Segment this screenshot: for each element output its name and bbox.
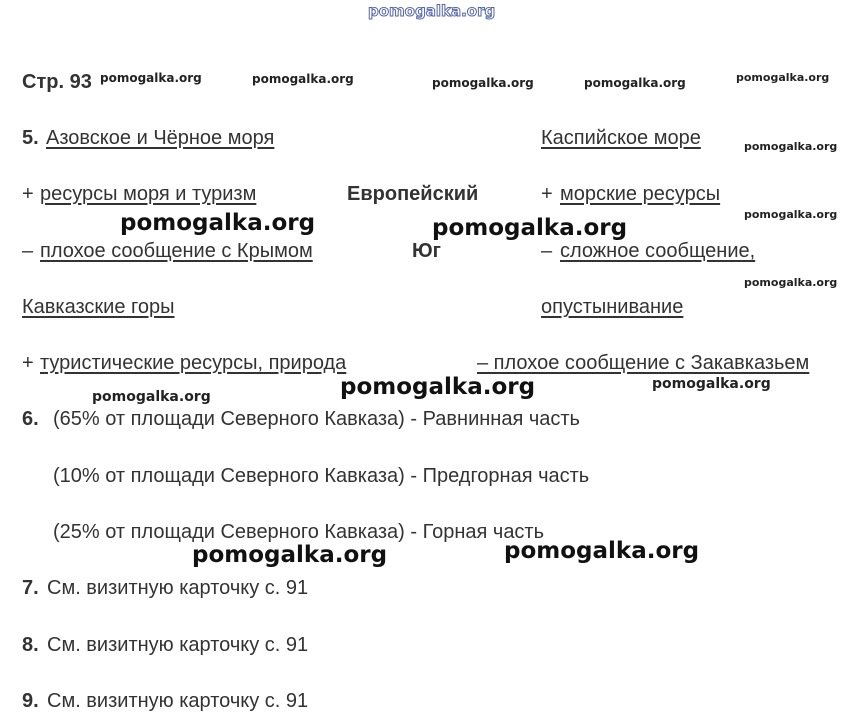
q7-number: 7.	[22, 577, 39, 599]
watermark-small: pomogalka.org	[744, 208, 838, 221]
watermark-large: pomogalka.org	[120, 210, 316, 236]
q5-center-label-1: Европейский	[347, 183, 479, 205]
q5-caspian-minus-text-1: сложное сообщение,	[560, 240, 756, 262]
q6-line-plains: (65% от площади Северного Кавказа) - Равнинная часть	[53, 408, 580, 430]
q5-azov-heading: Азовское и Чёрное моря	[46, 127, 275, 149]
q5-caucasus-heading: Кавказские горы	[22, 296, 175, 318]
q5-caucasus-minus-text: – плохое сообщение с Закавказьем	[477, 352, 810, 374]
q7-text: См. визитную карточку с. 91	[47, 577, 309, 599]
q5-caspian-minus-text-2: опустынивание	[541, 296, 684, 318]
q5-azov-plus-text: ресурсы моря и туризм	[40, 183, 257, 205]
watermark-large: pomogalka.org	[504, 538, 700, 564]
q5-azov-plus-sign: +	[22, 183, 34, 205]
q6-number: 6.	[22, 408, 39, 430]
q9-number: 9.	[22, 690, 39, 712]
watermark-top: pomogalka.org	[368, 2, 496, 20]
q5-caspian-heading: Каспийское море	[541, 127, 701, 149]
q8-number: 8.	[22, 634, 39, 656]
q9-text: См. визитную карточку с. 91	[47, 690, 309, 712]
q8-text: См. визитную карточку с. 91	[47, 634, 309, 656]
q5-azov-minus-sign: –	[22, 240, 34, 262]
watermark-small: pomogalka.org	[432, 76, 534, 90]
q5-caspian-plus-text: морские ресурсы	[560, 183, 721, 205]
q5-caspian-minus-sign: –	[541, 240, 553, 262]
watermark-small: pomogalka.org	[736, 71, 830, 84]
watermark-small: pomogalka.org	[100, 71, 202, 85]
watermark-small: pomogalka.org	[744, 140, 838, 153]
q5-caucasus-plus-text: туристические ресурсы, природа	[40, 352, 347, 374]
watermark-large: pomogalka.org	[340, 374, 536, 400]
q5-number: 5.	[22, 127, 39, 149]
q6-line-foothills: (10% от площади Северного Кавказа) - Предгорная часть	[53, 465, 590, 487]
watermark-small: pomogalka.org	[652, 376, 771, 392]
q5-azov-minus-text: плохое сообщение с Крымом	[40, 240, 313, 262]
watermark-small: pomogalka.org	[252, 72, 354, 86]
q5-center-label-2: Юг	[412, 240, 441, 262]
q5-caspian-plus-sign: +	[541, 183, 553, 205]
q5-caucasus-plus-sign: +	[22, 352, 34, 374]
watermark-large: pomogalka.org	[192, 542, 388, 568]
watermark-small: pomogalka.org	[744, 276, 838, 289]
q6-line-mountains: (25% от площади Северного Кавказа) - Горная часть	[53, 521, 545, 543]
watermark-small: pomogalka.org	[584, 76, 686, 90]
watermark-small: pomogalka.org	[92, 389, 211, 405]
page-ref: Стр. 93	[22, 71, 92, 93]
watermark-large: pomogalka.org	[432, 215, 628, 241]
